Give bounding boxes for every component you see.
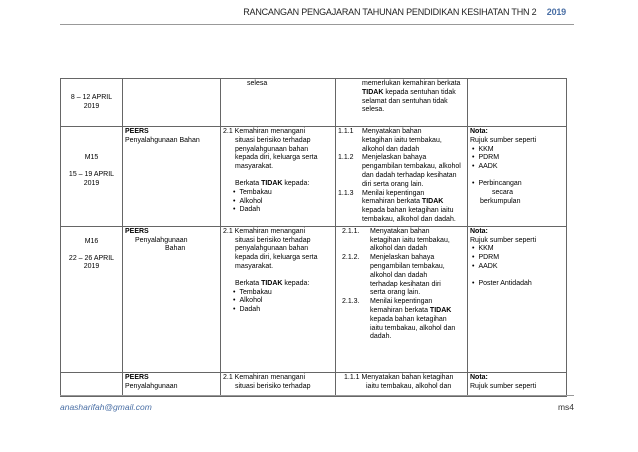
notes-title: Nota:: [470, 373, 488, 381]
learning-cell: [336, 127, 468, 227]
say-no-line: Berkata TIDAK kepada:: [235, 179, 310, 187]
standard-line: masyarakat.: [235, 163, 274, 171]
page-header: [243, 7, 566, 17]
list-item: • Dadah: [241, 306, 333, 315]
learning-line: selamat dan sentuhan tidak: [362, 97, 448, 105]
list-item: • Poster Antidadah: [480, 280, 564, 289]
table-row: [61, 372, 567, 396]
notes-sub: Rujuk sumber seperti: [470, 382, 537, 390]
substance-list: [223, 189, 333, 215]
learning-line: 1.1.1 Menyatakan bahan ketagihan: [344, 373, 454, 381]
unit-title: PEERS: [125, 227, 149, 235]
notes-title: Nota:: [470, 128, 488, 135]
learning-line: selesa.: [362, 106, 385, 114]
say-no-line: Berkata TIDAK kepada:: [235, 279, 310, 287]
list-item: • Dadah: [241, 206, 333, 215]
learning-line: ketagihan iaitu tembakau,: [370, 236, 450, 244]
learning-line: iaitu tembakau, alkohol dan: [366, 382, 452, 390]
learning-line: Menyatakan bahan: [362, 128, 422, 135]
lesson-plan-table: [60, 78, 567, 397]
list-item: • PDRM: [480, 254, 564, 263]
standard-head: 2.1 Kemahiran menangani: [223, 128, 306, 135]
learning-line: ketagihan iaitu tembakau,: [362, 136, 442, 144]
learning-number: 1.1.1: [338, 128, 354, 135]
learning-number: 2.1.1.: [342, 227, 360, 235]
week-cell: [61, 79, 123, 127]
standard-line: kepada diri, keluarga serta: [235, 254, 318, 262]
header-year: 2019: [546, 7, 566, 17]
learning-number: 2.1.2.: [342, 254, 360, 262]
standard-head: 2.1 Kemahiran menangani: [223, 373, 306, 381]
list-item: • KKM: [480, 146, 564, 155]
learning-line: serta orang lain.: [370, 289, 421, 297]
learning-line: diri serta orang lain.: [362, 180, 424, 188]
week-number: M16: [84, 237, 99, 245]
unit-sub: Penyalahgunaan: [135, 236, 188, 244]
unit-title: PEERS: [125, 373, 149, 381]
standard-line: situasi berisiko terhadap: [235, 382, 311, 390]
standard-line: situasi berisiko terhadap: [235, 236, 311, 244]
notes-title: Nota:: [470, 227, 488, 235]
learning-line: pengambilan tembakau, alkohol: [362, 163, 461, 171]
learning-line: Menjelaskan bahaya: [362, 154, 427, 162]
week-cell: [61, 372, 123, 396]
table-row: [61, 226, 567, 372]
notes-cell: [468, 372, 567, 396]
standard-cell: [221, 127, 336, 227]
learning-line: alkohol dan dadah: [370, 245, 428, 253]
notes-cell: [468, 226, 567, 372]
standard-cell: [221, 79, 336, 127]
resource-list: [470, 146, 564, 172]
unit-cell: [123, 79, 221, 127]
learning-line: memerlukan kemahiran berkata: [362, 80, 461, 87]
unit-sub: Bahan: [165, 245, 186, 253]
standard-head: 2.1 Kemahiran menangani: [223, 227, 306, 235]
standard-line: penyalahgunaan bahan: [235, 245, 309, 253]
learning-line: alkohol dan dadah: [370, 271, 428, 279]
list-item: • Perbincangan: [480, 180, 564, 189]
learning-line: Menilai kepentingan: [370, 298, 433, 306]
list-item: • AADK: [480, 263, 564, 272]
standard-line: selesa: [247, 80, 268, 87]
list-item: • PDRM: [480, 154, 564, 163]
unit-cell: [123, 226, 221, 372]
notes-cell: [468, 127, 567, 227]
unit-sub: Penyalahgunaan: [125, 382, 178, 390]
learning-line: kepada bahan ketagihan: [370, 315, 447, 323]
learning-cell: [336, 226, 468, 372]
learning-line: terhadap kesihatan diri: [370, 280, 441, 288]
learning-line: tembakau, alkohol dan dadah.: [362, 215, 456, 223]
learning-line: Menyatakan bahan: [370, 227, 430, 235]
date-range: 22 – 26 APRIL 2019: [68, 254, 115, 271]
unit-cell: [123, 127, 221, 227]
list-item: • Tembakau: [241, 289, 333, 298]
emphasis-tidak: TIDAK: [362, 88, 384, 96]
learning-line: kemahiran berkata TIDAK: [362, 198, 444, 206]
notes-sub: Rujuk sumber seperti: [470, 236, 537, 244]
learning-cell: memerlukan kemahiran berkata TIDAK kepada sentuhan tidak selamat dan sentuhan tidak selesa.: [336, 79, 468, 127]
resource-list: [470, 245, 564, 271]
unit-title: PEERS: [125, 128, 149, 135]
learning-line: kemahiran berkata TIDAK: [370, 306, 452, 314]
standard-cell: [221, 226, 336, 372]
standard-line: penyalahgunaan bahan: [235, 145, 309, 153]
week-cell: [61, 226, 123, 372]
header-rule: [60, 24, 574, 25]
learning-line: alkohol dan dadah: [362, 145, 420, 153]
learning-number: 2.1.3.: [342, 298, 360, 306]
list-item: • Alkohol: [241, 198, 333, 207]
learning-line: kepada bahan ketagihan iaitu: [362, 207, 454, 215]
table-row: [61, 79, 567, 127]
date-range: 15 – 19 APRIL 2019: [68, 170, 115, 187]
header-title: RANCANGAN PENGAJARAN TAHUNAN PENDIDIKAN KESIHATAN THN 2: [243, 7, 537, 17]
learning-number: 1.1.3: [338, 189, 354, 197]
notes-cell: [468, 79, 567, 127]
page-number: ms4: [557, 402, 574, 412]
notes-sub: Rujuk sumber seperti: [470, 136, 537, 144]
learning-line: Menjelaskan bahaya: [370, 254, 435, 262]
learning-line: dan dadah terhadap kesihatan: [362, 171, 457, 179]
notes-line: secara: [492, 188, 514, 196]
standard-line: kepada diri, keluarga serta: [235, 154, 318, 162]
learning-line: pengambilan tembakau,: [370, 262, 445, 270]
unit-cell: [123, 372, 221, 396]
standard-line: situasi berisiko terhadap: [235, 136, 311, 144]
footer-rule: [60, 395, 574, 396]
activity-list: [470, 280, 564, 289]
standard-cell: [221, 372, 336, 396]
footer-email[interactable]: anasharifah@gmail.com: [60, 402, 152, 412]
list-item: • KKM: [480, 245, 564, 254]
week-cell: [61, 127, 123, 227]
unit-sub: Penyalahgunaan Bahan: [125, 136, 200, 144]
date-range: 8 – 12 APRIL 2019: [70, 93, 113, 110]
week-number: M15: [84, 154, 99, 161]
list-item: • Alkohol: [241, 297, 333, 306]
learning-cell: [336, 372, 468, 396]
learning-line: dadah.: [370, 333, 392, 341]
learning-line: Menilai kepentingan: [362, 189, 425, 197]
substance-list: [223, 289, 333, 315]
learning-number: 1.1.2: [338, 154, 354, 162]
notes-line: berkumpulan: [480, 197, 521, 205]
list-item: • Tembakau: [241, 189, 333, 198]
table-row: [61, 127, 567, 227]
activity-list: [470, 180, 564, 189]
list-item: • AADK: [480, 163, 564, 172]
learning-line: iaitu tembakau, alkohol dan: [370, 324, 456, 332]
standard-line: masyarakat.: [235, 262, 274, 270]
